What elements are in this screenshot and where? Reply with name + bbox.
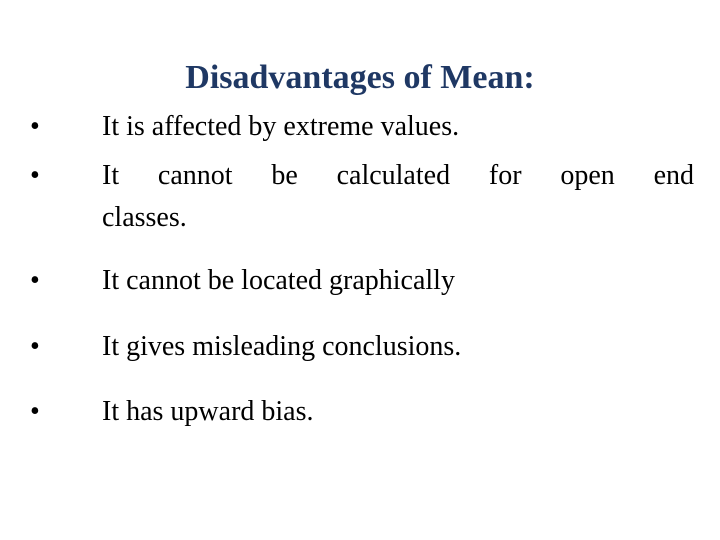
bullet-text-misleading: It gives misleading conclusions. <box>102 331 462 362</box>
bullet-text-extreme-values: It is affected by extreme values. <box>102 111 460 142</box>
bullet-marker: • <box>30 265 40 296</box>
slide-title: Disadvantages of Mean: <box>185 59 535 96</box>
bullet-text-graphically: It cannot be located graphically <box>102 265 455 296</box>
bullet-text-open-end-line1: It cannot be calculated for open end <box>102 160 694 191</box>
bullet-text-upward-bias: It has upward bias. <box>102 396 314 427</box>
bullet-marker: • <box>30 111 40 142</box>
bullet-marker: • <box>30 396 40 427</box>
bullet-marker: • <box>30 331 40 362</box>
bullet-marker: • <box>30 160 40 191</box>
bullet-text-open-end-line2: classes. <box>102 202 187 233</box>
